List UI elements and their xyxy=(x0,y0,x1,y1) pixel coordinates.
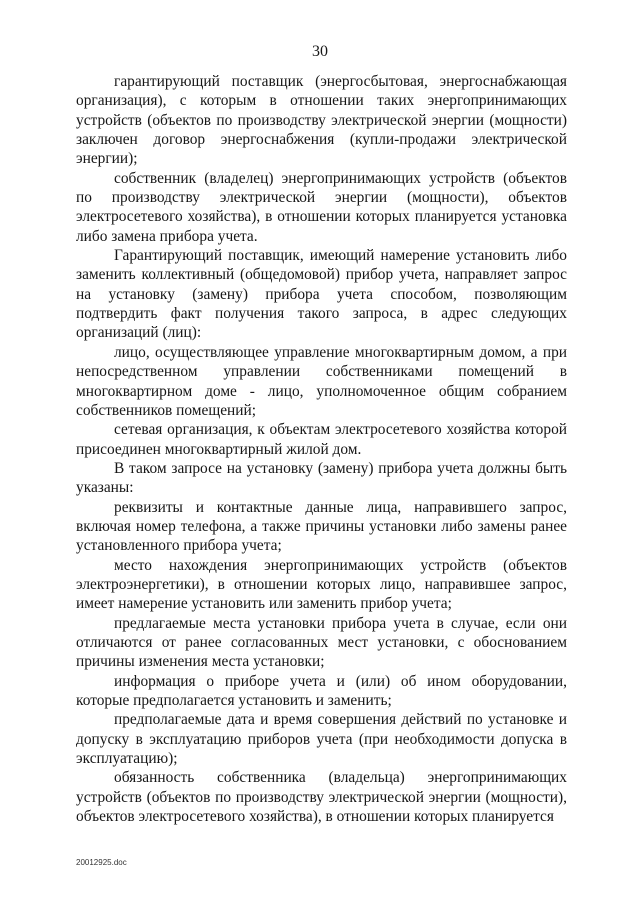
paragraph: предполагаемые дата и время совершения действий по установке и допуску в эксплуатацию приборов учета (при необходимости допуска в эксплуатацию); xyxy=(76,711,567,768)
document-body xyxy=(76,72,567,826)
document-file-code: 20012925.doc xyxy=(76,858,127,867)
paragraph: Гарантирующий поставщик, имеющий намерение установить либо заменить коллективный (общедомовой) прибор учета, направляет запрос на установку (замену) прибора учета способом, позволяющим подтвердить факт получения такого запроса, в адрес следующих организаций (лиц): xyxy=(76,247,567,342)
paragraph: реквизиты и контактные данные лица, направившего запрос, включая номер телефона, а также причины установки либо замены ранее установленного прибора учета; xyxy=(76,498,567,555)
paragraph: обязанность собственника (владельца) энергопринимающих устройств (объектов по производству электрической энергии (мощности), объектов электросетевого хозяйства), в отношении которых планируется xyxy=(76,769,567,826)
paragraph: предлагаемые места установки прибора учета в случае, если они отличаются от ранее согласованных мест установки, с обоснованием причины изменения места установки; xyxy=(76,614,567,671)
paragraph: гарантирующий поставщик (энергосбытовая, энергоснабжающая организация), с которым в отношении таких энергопринимающих устройств (объектов по производству электрической энергии (мощности) заключен договор энергоснабжения (купли-продажи электрической энергии); xyxy=(76,73,567,168)
paragraph: сетевая организация, к объектам электросетевого хозяйства которой присоединен многоквартирный жилой дом. xyxy=(76,421,567,458)
paragraph: собственник (владелец) энергопринимающих устройств (объектов по производству электрической энергии (мощности), объектов электросетевого хозяйства), в отношении которых планируется установка либо замена прибора учета. xyxy=(76,169,567,245)
paragraph: место нахождения энергопринимающих устройств (объектов электроэнергетики), в отношении которых лицо, направившее запрос, имеет намерение установить или заменить прибор учета; xyxy=(76,556,567,613)
paragraph: лицо, осуществляющее управление многоквартирным домом, а при непосредственном управлении собственниками помещений в многоквартирном доме - лицо, уполномоченное общим собранием собственников помещений; xyxy=(76,343,567,419)
paragraph: информация о приборе учета и (или) об ином оборудовании, которые предполагается установить и заменить; xyxy=(76,672,567,709)
paragraph: В таком запросе на установку (замену) прибора учета должны быть указаны: xyxy=(76,459,567,497)
page-number: 30 xyxy=(312,43,328,60)
